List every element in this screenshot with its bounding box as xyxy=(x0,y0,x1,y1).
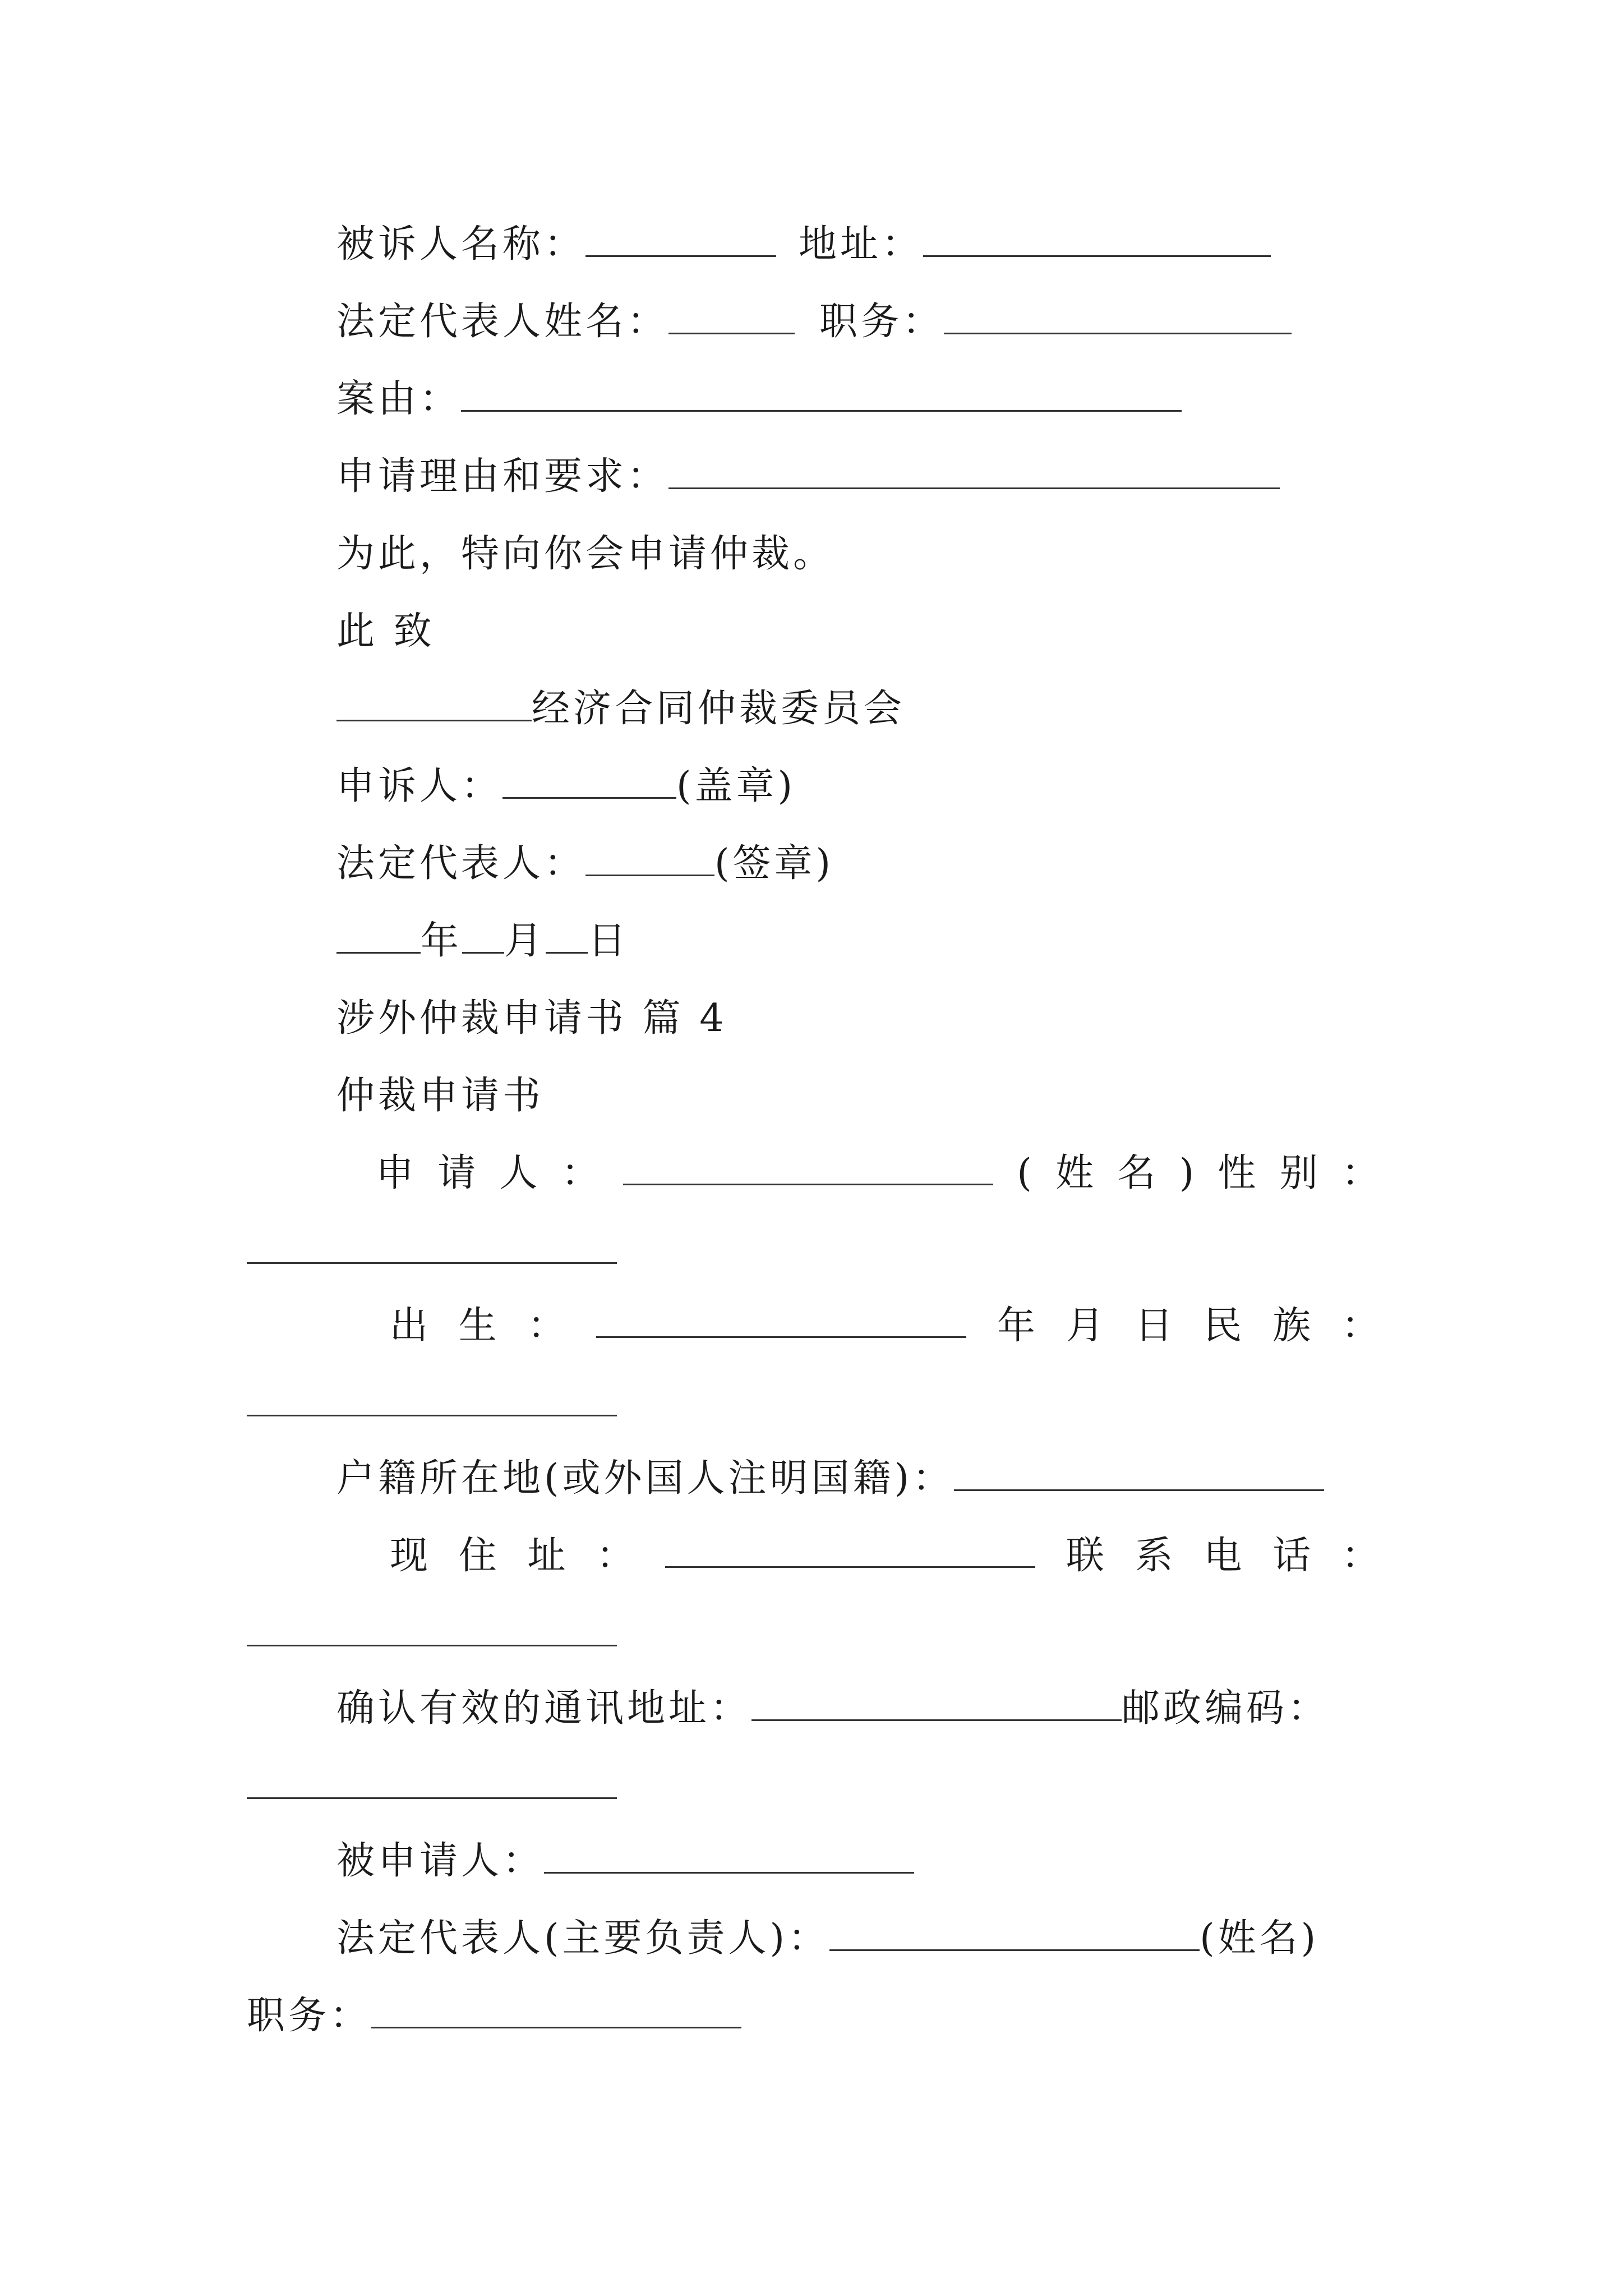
name-note-char: 名 xyxy=(1117,1151,1156,1195)
current-address-char: 址 xyxy=(527,1534,566,1578)
committee-line xyxy=(336,687,906,731)
case-cause-label: 案由： xyxy=(336,377,462,421)
mailing-address-label: 确认有效的通讯地址： xyxy=(336,1686,752,1731)
year-blank[interactable] xyxy=(336,923,421,954)
section-heading: 涉外仲裁申请书 篇 4 xyxy=(336,996,727,1041)
seal-note: (盖章) xyxy=(676,764,796,808)
birth-line xyxy=(390,1304,1380,1348)
legal-rep-sign-line xyxy=(336,841,834,886)
legal-rep-sign-blank[interactable] xyxy=(585,845,714,876)
birth-tail-char: 民 xyxy=(1204,1304,1242,1348)
ethnicity-blank[interactable] xyxy=(247,1415,617,1416)
name-paren-label: (姓名) xyxy=(1200,1916,1320,1961)
principal-blank[interactable] xyxy=(829,1920,1200,1951)
applicant-blank[interactable] xyxy=(623,1154,993,1185)
household-blank[interactable] xyxy=(954,1460,1324,1491)
respondent-name-label: 被诉人名称： xyxy=(336,222,586,266)
principal-label: 法定代表人(主要负责人)： xyxy=(336,1916,830,1961)
position-blank[interactable] xyxy=(944,303,1292,334)
committee-blank[interactable] xyxy=(336,691,532,721)
name-note-char: ) xyxy=(1179,1151,1195,1195)
reason-blank[interactable] xyxy=(668,458,1280,489)
month-label: 月 xyxy=(504,919,546,963)
respondent-name-line xyxy=(336,222,1271,266)
respondent-blank[interactable] xyxy=(544,1843,914,1874)
birth-tail-char: 月 xyxy=(1066,1304,1104,1348)
phone-blank[interactable] xyxy=(247,1645,617,1646)
legal-rep-sign-label: 法定代表人： xyxy=(336,841,586,886)
applicant-char: ： xyxy=(561,1151,600,1195)
gender-blank[interactable] xyxy=(247,1262,617,1264)
day-label: 日 xyxy=(588,919,630,963)
position-label: 职务： xyxy=(819,300,944,344)
case-cause-blank[interactable] xyxy=(461,381,1182,412)
applicant-char: 请 xyxy=(437,1151,476,1195)
complainant-blank[interactable] xyxy=(502,768,676,799)
current-address-char: 住 xyxy=(458,1534,497,1578)
principal-position-blank[interactable] xyxy=(371,1998,741,2028)
phone-char: 系 xyxy=(1135,1534,1173,1578)
legal-rep-name-label: 法定代表人姓名： xyxy=(336,300,669,344)
day-blank[interactable] xyxy=(546,923,588,954)
postcode-label: 邮政编码： xyxy=(1122,1686,1330,1731)
phone-char: 电 xyxy=(1204,1534,1242,1578)
phone-char: ： xyxy=(1341,1534,1380,1578)
birth-tail-char: 日 xyxy=(1135,1304,1173,1348)
current-address-line xyxy=(390,1534,1380,1578)
applicant-char: 人 xyxy=(499,1151,538,1195)
birth-char: 出 xyxy=(390,1304,428,1348)
current-address-char: 现 xyxy=(390,1534,428,1578)
address-label: 地址： xyxy=(799,222,924,266)
reason-label: 申请理由和要求： xyxy=(336,454,669,499)
case-cause-line xyxy=(336,377,1182,421)
complainant-label: 申诉人： xyxy=(336,764,503,808)
respondent-label: 被申请人： xyxy=(336,1839,545,1883)
principal-position-line xyxy=(247,1994,741,2038)
applicant-char: 申 xyxy=(376,1151,414,1195)
respondent-name-blank[interactable] xyxy=(585,226,776,257)
household-label: 户籍所在地(或外国人注明国籍)： xyxy=(336,1456,955,1501)
legal-rep-line xyxy=(336,300,1292,344)
postcode-blank[interactable] xyxy=(247,1797,617,1799)
principal-position-label: 职务： xyxy=(247,1994,372,2038)
signature-note: (签章) xyxy=(714,841,834,886)
address-blank[interactable] xyxy=(923,226,1271,257)
current-address-blank[interactable] xyxy=(665,1537,1035,1568)
current-address-char: ： xyxy=(596,1534,635,1578)
name-note-char: 别 xyxy=(1279,1151,1318,1195)
applicant-line xyxy=(376,1151,1380,1195)
respondent-line xyxy=(336,1839,914,1883)
birth-tail-char: 年 xyxy=(997,1304,1036,1348)
birth-char: ： xyxy=(527,1304,566,1348)
phone-char: 话 xyxy=(1272,1534,1311,1578)
name-note-char: ( xyxy=(1017,1151,1032,1195)
birth-blank[interactable] xyxy=(596,1307,966,1338)
principal-line xyxy=(336,1916,1320,1961)
date-line xyxy=(336,919,630,963)
birth-char: 生 xyxy=(458,1304,497,1348)
phone-char: 联 xyxy=(1066,1534,1104,1578)
name-note-char: 姓 xyxy=(1055,1151,1094,1195)
committee-label: 经济合同仲裁委员会 xyxy=(532,687,906,731)
month-blank[interactable] xyxy=(462,923,504,954)
salutation-line: 此 致 xyxy=(336,609,435,654)
document-title: 仲裁申请书 xyxy=(336,1074,545,1118)
birth-tail-char: 族 xyxy=(1272,1304,1311,1348)
legal-rep-name-blank[interactable] xyxy=(668,303,795,334)
year-label: 年 xyxy=(421,919,463,963)
statement-line: 为此，特向你会申请仲裁。 xyxy=(336,532,835,576)
mailing-address-blank[interactable] xyxy=(751,1690,1122,1721)
reason-line xyxy=(336,454,1280,499)
household-line xyxy=(336,1456,1324,1501)
mailing-address-line xyxy=(336,1686,1330,1731)
name-note-char: 性 xyxy=(1218,1151,1256,1195)
name-note-char: ： xyxy=(1341,1151,1380,1195)
birth-tail-char: ： xyxy=(1341,1304,1380,1348)
complainant-line xyxy=(336,764,796,808)
